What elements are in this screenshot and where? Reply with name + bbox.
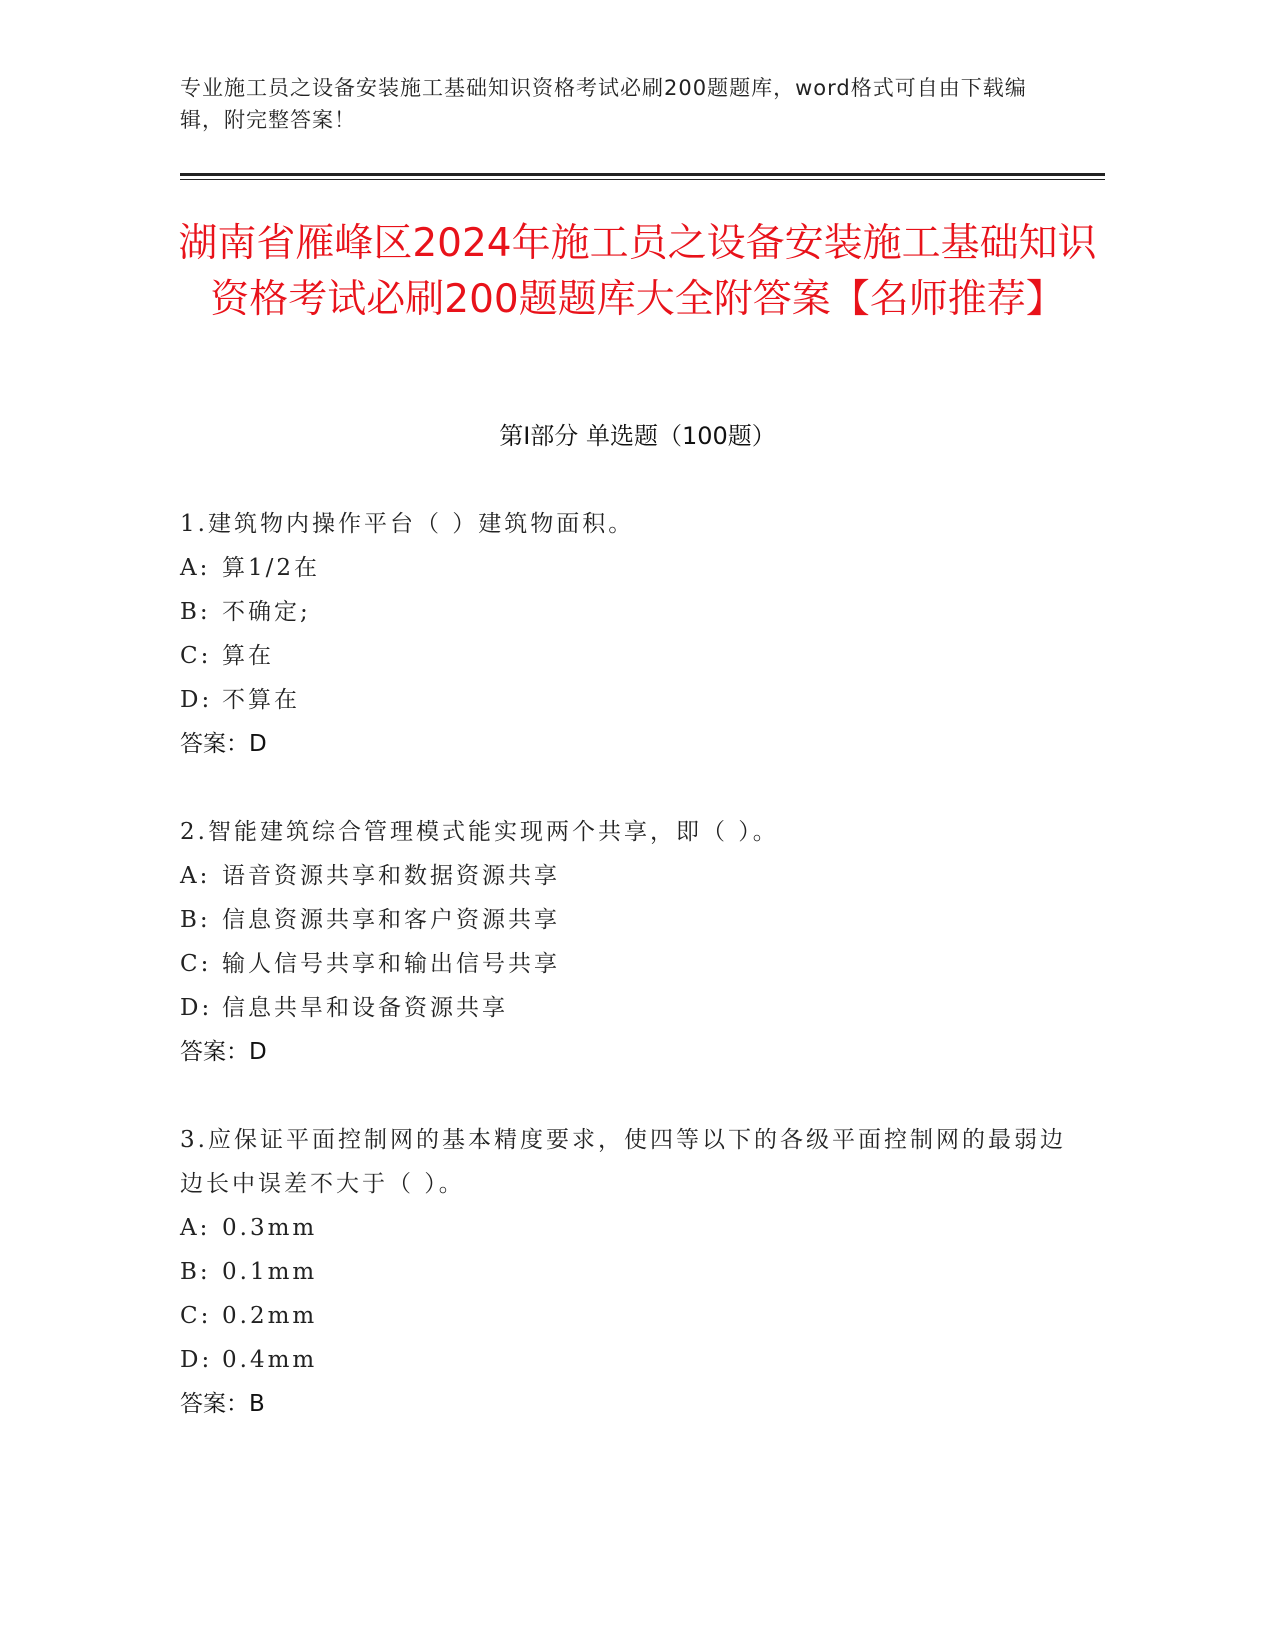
option-letter: C: bbox=[180, 1303, 212, 1329]
option-letter: D: bbox=[180, 995, 213, 1021]
question-stem: 3.应保证平面控制网的基本精度要求，使四等以下的各级平面控制网的最弱边边长中误差不大于（ ）。 bbox=[180, 1127, 1066, 1197]
option-text: 不确定; bbox=[222, 599, 311, 625]
header-divider-thin bbox=[180, 179, 1105, 180]
option-text: 不算在 bbox=[222, 687, 300, 713]
header-divider-thick bbox=[180, 173, 1105, 176]
document-title: 湖南省雁峰区2024年施工员之设备安装施工基础知识资格考试必刷200题题库大全附答案【名师推荐】 bbox=[178, 221, 1097, 322]
answer-line: 答案：D bbox=[180, 731, 267, 757]
option-letter: B: bbox=[180, 907, 211, 933]
question-stem: 2.智能建筑综合管理模式能实现两个共享，即（ ）。 bbox=[180, 819, 779, 845]
option-b bbox=[180, 898, 1080, 942]
option-text: 算在 bbox=[222, 643, 274, 669]
question-stem: 1.建筑物内操作平台（ ）建筑物面积。 bbox=[180, 511, 635, 537]
option-c bbox=[180, 1294, 1080, 1338]
section-heading: 第Ⅰ部分 单选题（100题） bbox=[499, 422, 776, 450]
option-letter: D: bbox=[180, 687, 213, 713]
option-c bbox=[180, 634, 1080, 678]
option-a bbox=[180, 854, 1080, 898]
option-d bbox=[180, 1338, 1080, 1382]
option-text: 0.2mm bbox=[222, 1303, 318, 1329]
option-text: 信息共旱和设备资源共享 bbox=[222, 995, 508, 1021]
option-text: 0.1mm bbox=[222, 1259, 318, 1285]
option-d bbox=[180, 986, 1080, 1030]
option-a bbox=[180, 546, 1080, 590]
option-text: 输人信号共享和输出信号共享 bbox=[222, 951, 560, 977]
option-letter: C: bbox=[180, 951, 212, 977]
option-letter: A: bbox=[180, 555, 211, 581]
option-text: 信息资源共享和客户资源共享 bbox=[222, 907, 560, 933]
question-2 bbox=[180, 810, 1080, 1074]
option-a bbox=[180, 1206, 1080, 1250]
option-b bbox=[180, 590, 1080, 634]
question-1 bbox=[180, 502, 1080, 766]
option-text: 0.4mm bbox=[222, 1347, 318, 1373]
option-letter: A: bbox=[180, 1215, 211, 1241]
answer-line: 答案：D bbox=[180, 1039, 267, 1065]
answer-line: 答案：B bbox=[180, 1391, 265, 1417]
option-letter: A: bbox=[180, 863, 211, 889]
question-list bbox=[180, 502, 1080, 1470]
header-note: 专业施工员之设备安装施工基础知识资格考试必刷200题题库，word格式可自由下载编辑，附完整答案！ bbox=[180, 76, 1027, 132]
option-c bbox=[180, 942, 1080, 986]
question-3 bbox=[180, 1118, 1080, 1426]
option-letter: D: bbox=[180, 1347, 213, 1373]
option-letter: C: bbox=[180, 643, 212, 669]
option-letter: B: bbox=[180, 599, 211, 625]
option-text: 语音资源共享和数据资源共享 bbox=[222, 863, 560, 889]
option-text: 0.3mm bbox=[222, 1215, 318, 1241]
option-text: 算1/2在 bbox=[222, 555, 321, 581]
option-letter: B: bbox=[180, 1259, 211, 1285]
option-b bbox=[180, 1250, 1080, 1294]
option-d bbox=[180, 678, 1080, 722]
